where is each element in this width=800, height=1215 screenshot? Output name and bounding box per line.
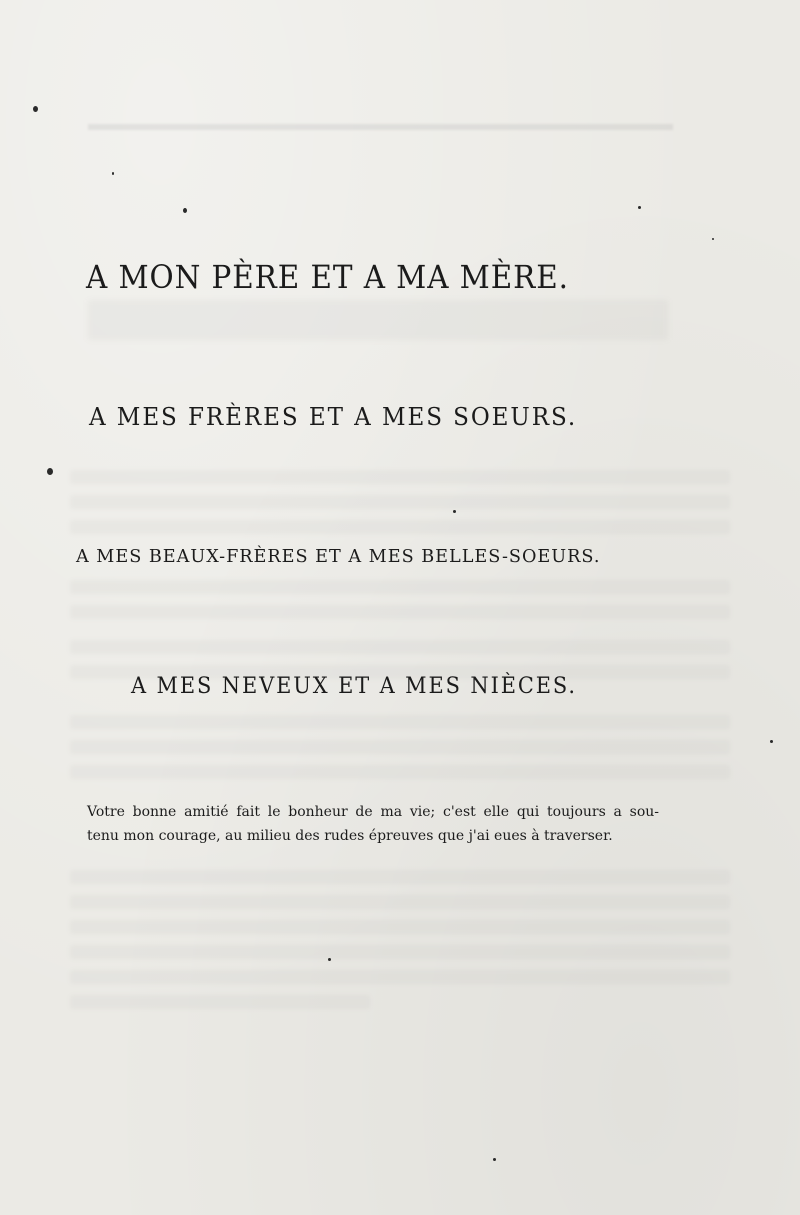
bleed-through-line <box>70 870 730 884</box>
ink-speck <box>112 172 114 175</box>
dedication-in-laws: A MES BEAUX-FRÈRES ET A MES BELLES-SOEURS. <box>76 546 601 567</box>
ink-speck <box>328 958 331 961</box>
ink-speck <box>33 106 38 112</box>
ink-speck <box>453 510 456 513</box>
bleed-through-line <box>70 495 730 509</box>
bleed-through-line <box>70 470 730 484</box>
bleed-through-line <box>70 995 370 1009</box>
dedication-parents: A MON PÈRE ET A MA MÈRE. <box>86 258 569 296</box>
ink-speck <box>183 208 187 213</box>
dedication-message-line: tenu mon courage, au milieu des rudes épreuves que j'ai eues à traverser. <box>87 828 613 844</box>
bleed-through-line <box>70 520 730 534</box>
bleed-through-line <box>70 715 730 729</box>
bleed-through-line <box>70 740 730 754</box>
dedication-message <box>87 800 659 848</box>
ink-speck <box>47 468 53 475</box>
bleed-through-title <box>88 300 668 340</box>
dedication-nephews-nieces: A MES NEVEUX ET A MES NIÈCES. <box>131 674 577 699</box>
bleed-through-line <box>70 765 730 779</box>
ink-speck <box>712 238 714 240</box>
dedication-siblings: A MES FRÈRES ET A MES SOEURS. <box>89 403 578 431</box>
ink-speck <box>770 740 773 743</box>
dedication-message-line: Votre bonne amitié fait le bonheur de ma vie; c'est elle qui toujours a sou- <box>87 804 659 820</box>
bleed-through-line <box>70 945 730 959</box>
bleed-through-line <box>70 605 730 619</box>
bleed-through-line <box>70 970 730 984</box>
bleed-through-rule <box>88 124 673 130</box>
bleed-through-line <box>70 580 730 594</box>
ink-speck <box>638 206 641 209</box>
bleed-through-line <box>70 895 730 909</box>
ink-speck <box>493 1158 496 1161</box>
bleed-through-line <box>70 920 730 934</box>
bleed-through-line <box>70 640 730 654</box>
